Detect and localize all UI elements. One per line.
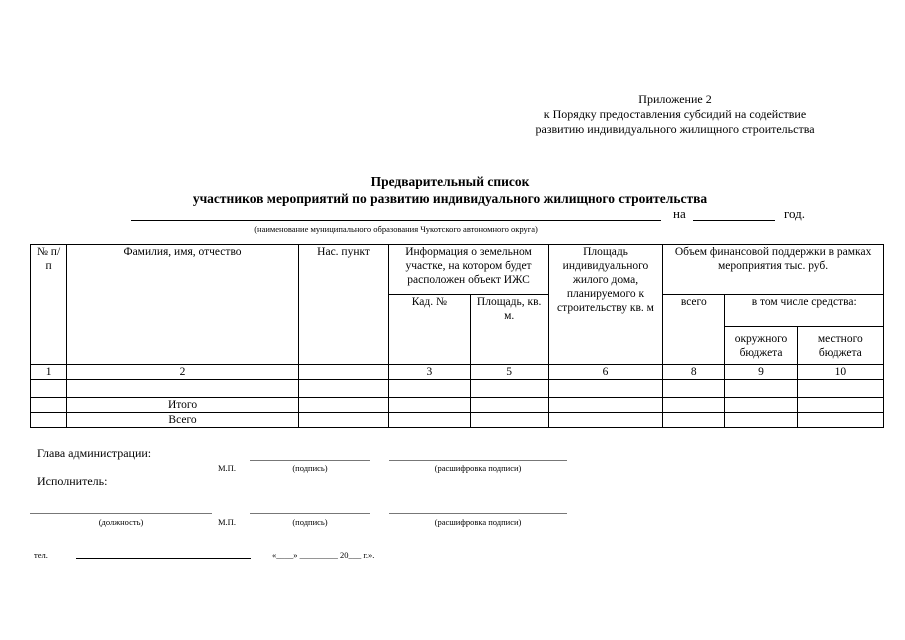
header-area: Площадь, кв. м. [470, 295, 548, 365]
header-district-budget: окружного бюджета [725, 327, 797, 365]
itogo-row [31, 398, 884, 413]
signature-caption-2: (подпись) [292, 517, 328, 527]
colnum-8: 8 [663, 365, 725, 380]
header-land-info: Информация о земельном участке, на котором будет расположен объект ИЖС [389, 245, 549, 295]
colnum-9: 9 [725, 365, 797, 380]
signature-caption-1: (подпись) [292, 463, 328, 473]
signature-line-2 [250, 513, 370, 514]
table-row [31, 380, 884, 398]
appendix-line-2: к Порядку предоставления субсидий на содействие [543, 107, 807, 121]
mp-label-2: М.П. [218, 517, 236, 527]
municipality-underline [131, 220, 661, 221]
colnum-empty [298, 365, 388, 380]
decoding-line-1 [389, 460, 567, 461]
colnum-1: 1 [31, 365, 67, 380]
header-total: всего [663, 295, 725, 365]
header-including: в том числе средства: [725, 295, 884, 327]
appendix-block [500, 92, 850, 137]
date-line: «____» _________ 20___ г.». [272, 550, 375, 560]
position-line [30, 513, 212, 514]
header-house-area: Площадь индивидуального жилого дома, планируемого к строительству кв. м [548, 245, 662, 365]
on-label: на [673, 206, 686, 221]
colnum-5: 5 [470, 365, 548, 380]
year-label: год. [784, 206, 805, 221]
signature-line-1 [250, 460, 370, 461]
header-local-budget: местного бюджета [797, 327, 883, 365]
tel-label: тел. [34, 550, 48, 560]
colnum-10: 10 [797, 365, 883, 380]
title-line-1: Предварительный список [370, 174, 530, 189]
colnum-6: 6 [548, 365, 662, 380]
year-underline [693, 220, 775, 221]
header-num: № п/п [31, 245, 67, 365]
executor-label: Исполнитель: [37, 474, 108, 488]
colnum-2: 2 [67, 365, 299, 380]
header-cad-no: Кад. № [389, 295, 470, 365]
mp-label-1: М.П. [218, 463, 236, 473]
vsego-label: Всего [67, 413, 299, 428]
municipality-caption: (наименование муниципального образования Чукотского автономного округа) [254, 224, 538, 234]
header-settlement: Нас. пункт [298, 245, 388, 365]
title-line-2: участников мероприятий по развитию индивидуального жилищного строительства [192, 191, 708, 206]
column-numbers-row [31, 365, 884, 380]
tel-line [76, 558, 251, 559]
participants-table [30, 244, 884, 428]
vsego-row [31, 413, 884, 428]
head-label: Глава администрации: [37, 446, 152, 460]
header-finance: Объем финансовой поддержки в рамках мероприятия тыс. руб. [663, 245, 884, 295]
header-fio: Фамилия, имя, отчество [67, 245, 299, 365]
decoding-caption-2: (расшифровка подписи) [434, 517, 522, 527]
appendix-line-3: развитию индивидуального жилищного строительства [535, 122, 815, 136]
decoding-line-2 [389, 513, 567, 514]
itogo-label: Итого [67, 398, 299, 413]
document-title [100, 173, 800, 207]
position-caption: (должность) [98, 517, 144, 527]
decoding-caption-1: (расшифровка подписи) [434, 463, 522, 473]
colnum-3: 3 [389, 365, 470, 380]
appendix-line-1: Приложение 2 [638, 92, 712, 106]
